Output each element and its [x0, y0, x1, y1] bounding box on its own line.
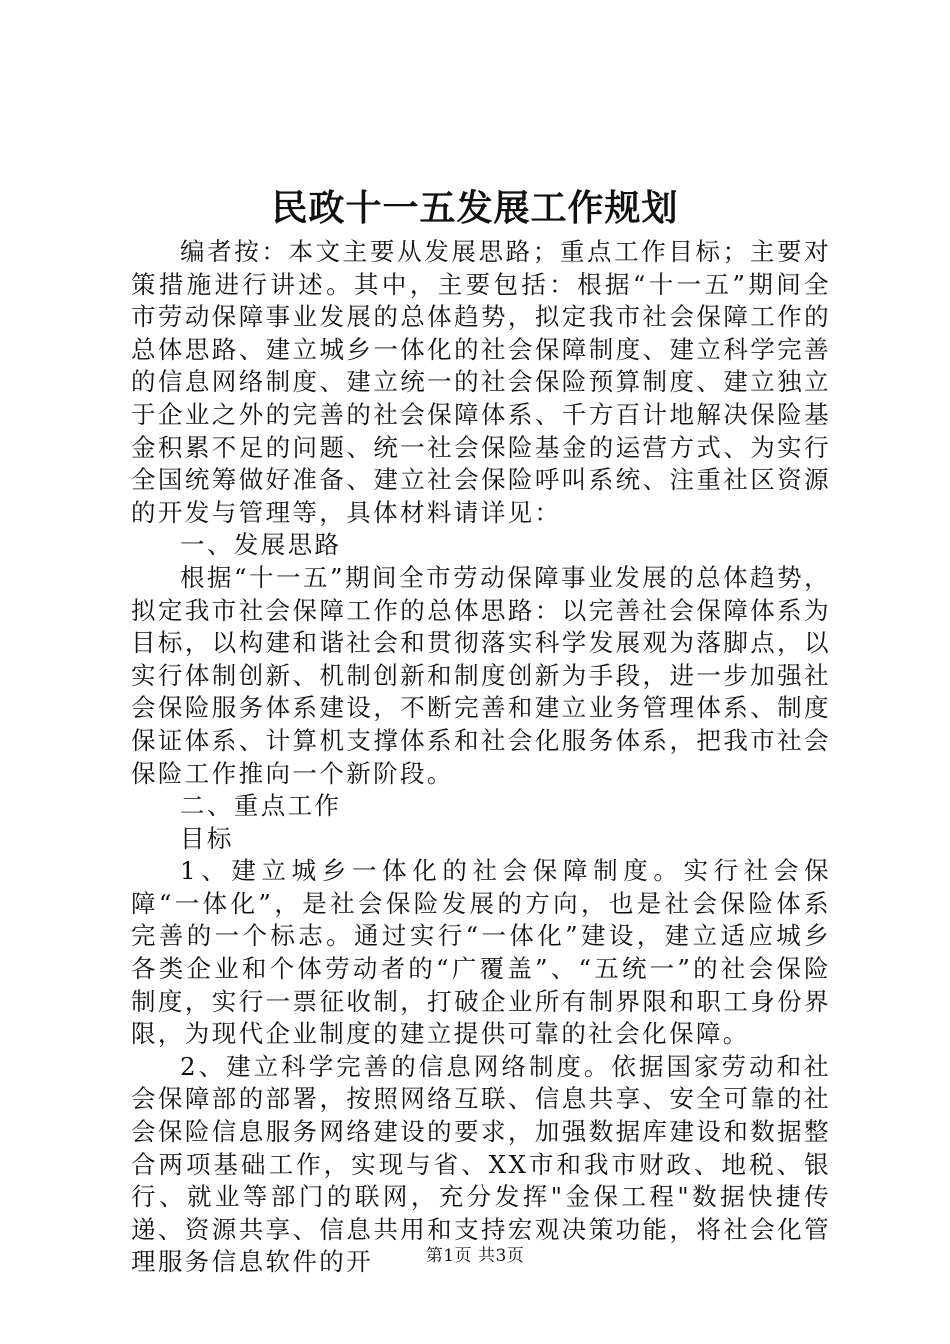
page-footer: 第1页 共3页	[425, 1246, 525, 1266]
page-title: 民政十一五发展工作规划	[271, 187, 679, 229]
section-heading-development-ideas: 一、发展思路	[180, 530, 342, 560]
document-body	[131, 236, 831, 1279]
section-heading-goals: 目标	[180, 823, 234, 853]
goal-2-paragraph: 2、建立科学完善的信息网络制度。依据国家劳动和社会保障部的部署，按照网络互联、信息共享、安全可靠的社会保险信息服务网络建设的要求，加强数据库建设和数据整合两项基础工作，实现与省、XX市和我市财政、地税、银行、就业等部门的联网，充分发挥"金保工程"数据快捷传递、资源共享、信息共用和支持宏观决策功能，将社会化管理服务信息软件的开	[131, 1051, 831, 1277]
development-ideas-paragraph: 根据“十一五”期间全市劳动保障事业发展的总体趋势，拟定我市社会保障工作的总体思路：以完善社会保障体系为目标，以构建和谐社会和贯彻落实科学发展观为落脚点，以实行体制创新、机制创新和制度创新为手段，进一步加强社会保险服务体系建设，不断完善和建立业务管理体系、制度保证体系、计算机支撑体系和社会化服务体系，把我市社会保险工作推向一个新阶段。	[131, 562, 831, 788]
editor-note-paragraph: 编者按：本文主要从发展思路；重点工作目标；主要对策措施进行讲述。其中，主要包括：根据“十一五”期间全市劳动保障事业发展的总体趋势，拟定我市社会保障工作的总体思路、建立城乡一体化的社会保障制度、建立科学完善的信息网络制度、建立统一的社会保险预算制度、建立独立于企业之外的完善的社会保障体系、千方百计地解决保险基金积累不足的问题、统一社会保险基金的运营方式、为实行全国统筹做好准备、建立社会保险呼叫系统、注重社区资源的开发与管理等，具体材料请详见：	[131, 237, 831, 527]
section-heading-key-work: 二、重点工作	[180, 791, 342, 821]
goal-1-paragraph: 1、建立城乡一体化的社会保障制度。实行社会保障“一体化”，是社会保险发展的方向，也是社会保险体系完善的一个标志。通过实行“一体化”建设，建立适应城乡各类企业和个体劳动者的“广覆盖”、“五统一”的社会保险制度，实行一票征收制，打破企业所有制界限和职工身份界限，为现代企业制度的建立提供可靠的社会化保障。	[131, 856, 831, 1049]
